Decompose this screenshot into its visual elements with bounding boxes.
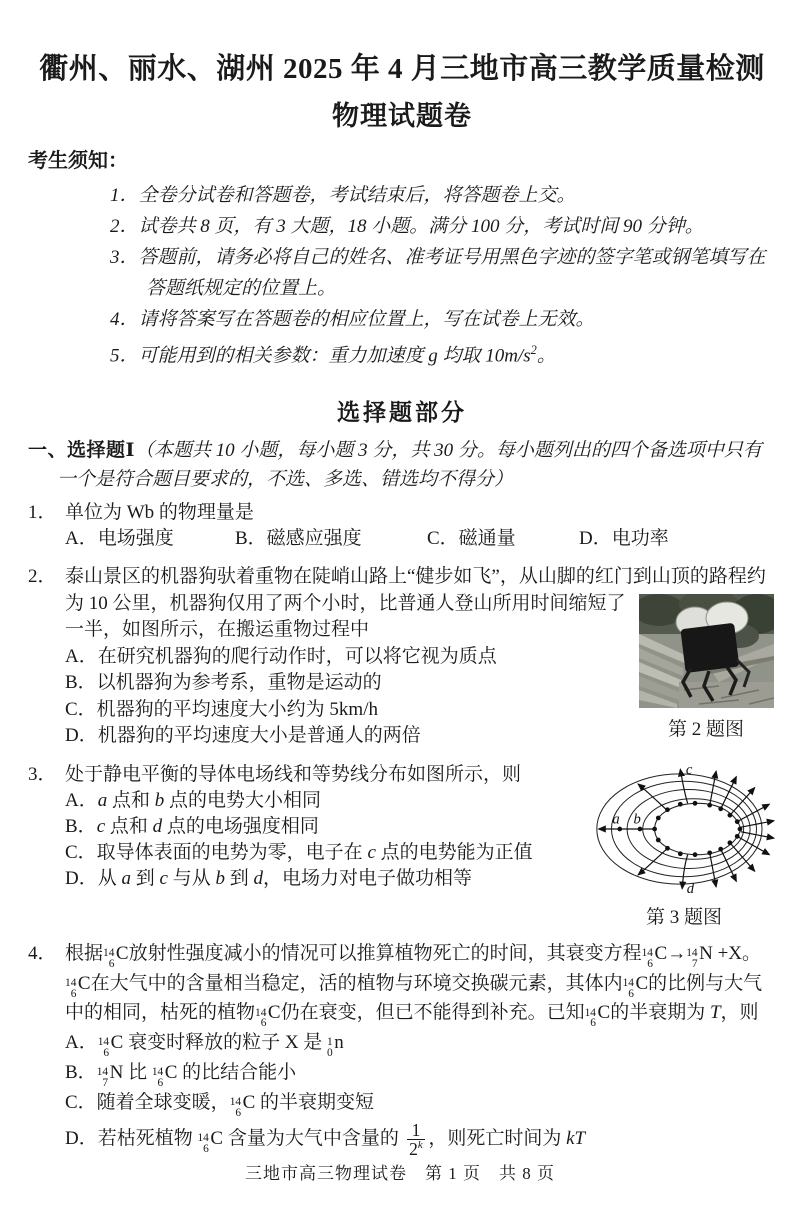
point-b-label: b [633, 811, 641, 828]
question-2-option-b: B．以机器狗为参考系，重物是运动的 [65, 672, 382, 694]
question-2-figure-caption: 第 2 题图 [667, 719, 744, 741]
question-3-figure [592, 762, 776, 930]
question-1-options [65, 526, 776, 552]
point-c-label: c [685, 761, 693, 778]
exam-subtitle: 物理试题卷 [332, 101, 472, 131]
point-a-label: a [612, 811, 620, 828]
question-2-option-c: C．机器狗的平均速度大小约为 5km/h [65, 698, 378, 720]
section-1-intro-rules: （本题共 10 小题，每小题 3 分，共 30 分。每小题列出的四个备选项中只有一个是符合题目要求的，不选、多选、错选均不得分） [57, 440, 762, 491]
question-3-text: 处于静电平衡的导体电场线和等势线分布如图所示，则 [65, 763, 522, 785]
exam-title: 衢州、丽水、湖州 2025 年 4 月三地市高三教学质量检测 [39, 53, 765, 85]
question-4-option-a: A． 14 6 C 衰变时释放的粒子 X 是 1 0 n [65, 1032, 344, 1060]
point-d-label: d [686, 881, 695, 896]
notice-item-3: 3．答题前，请务必将自己的姓名、准考证号用黑色字迹的签字笔或钢笔填写在答题纸规定的位置上。 [110, 247, 766, 299]
question-3-option-b: B．c 点和 d 点的电场强度相同 [65, 815, 319, 837]
notice-heading: 考生须知： [28, 150, 128, 172]
question-2-number: 2． [28, 566, 57, 588]
notice-item-4: 4．请将答案写在答题卷的相应位置上，写在试卷上无效。 [110, 309, 595, 330]
question-3-number: 3． [28, 763, 57, 785]
page-footer: 三地市高三物理试卷 第 1 页 共 8 页 [245, 1164, 555, 1183]
field-line-diagram [592, 762, 776, 896]
question-1-option-a: A．电场强度 [65, 528, 174, 550]
question-1-number: 1． [28, 502, 57, 524]
question-3-figure-caption: 第 3 题图 [645, 906, 722, 928]
question-2-text-line1: 泰山景区的机器狗驮着重物在陡峭山路上“健步如飞”，从山脚的红门到山顶的路程 [65, 566, 747, 588]
question-2-option-d: D．机器狗的平均速度大小是普通人的两倍 [65, 725, 421, 747]
section-heading-choice-part: 选择题部分 [337, 400, 467, 426]
section-1-intro-lead: 一、选择题Ⅰ [28, 440, 135, 462]
question-3-option-c: C．取导体表面的电势为零，电子在 c 点的电势能为正值 [65, 841, 533, 863]
question-4-option-b: B． 14 7 N 比 14 6 C 的比结合能小 [65, 1062, 297, 1089]
question-2 [28, 564, 776, 750]
notice-list [110, 180, 776, 371]
question-3-option-d: D．从 a 到 c 与从 b 到 d，电场力对电子做功相等 [65, 867, 472, 889]
question-4-text: 根据 14 6 C放射性强度减小的情况可以推算植物死亡的时间，其衰变方程 14 6 C→ 14 7 N +X。 14 6 C在大气中的含量相当稳定，活的植物与环境交换碳元素，其体内 14 6 C的比例与大气中的相同，枯死的植物 14 6 C仍在衰变，但已不能得到补充。已知 14 6 C的半衰期为 T，则 [65, 942, 763, 1030]
question-1-option-b: B．磁感应强度 [235, 528, 362, 550]
question-4-option-c: C．随着全球变暖， 14 6 C 的半衰期变短 [65, 1091, 375, 1119]
question-3-option-a: A．a 点和 b 点的电势大小相同 [65, 789, 322, 811]
question-4-number: 4． [28, 942, 57, 964]
notice-item-5: 5．可能用到的相关参数：重力加速度 g 均取 $10m/s^2$。 [110, 343, 556, 367]
question-4-option-d: D．若枯死植物 14 6 C 含量为大气中含量的 $\frac{1}{2^k}$ ，则死亡时间为 kT [65, 1119, 586, 1159]
question-4 [28, 940, 776, 1158]
question-2-text-rest: 约为 10 公里，机器狗仅用了两个小时，比普通人登山所用时间缩短了一半，如图所示，在搬运重物过程中 [65, 566, 766, 641]
notice-item-2: 2．试卷共 8 页，有 3 大题，18 小题。满分 100 分，考试时间 90 分钟。 [110, 216, 704, 237]
section-1-intro [28, 436, 776, 494]
question-1-text: 单位为 Wb 的物理量是 [65, 502, 254, 524]
question-1-option-c: C．磁通量 [427, 528, 516, 550]
notice-item-1: 1．全卷分试卷和答题卷，考试结束后，将答题卷上交。 [110, 185, 576, 206]
question-2-figure [636, 594, 776, 743]
question-1 [28, 500, 776, 552]
question-1-option-d: D．电功率 [579, 528, 669, 550]
question-3 [28, 762, 776, 932]
robot-dog-photo [639, 594, 774, 708]
question-2-option-a: A．在研究机器狗的爬行动作时，可以将它视为质点 [65, 645, 497, 667]
